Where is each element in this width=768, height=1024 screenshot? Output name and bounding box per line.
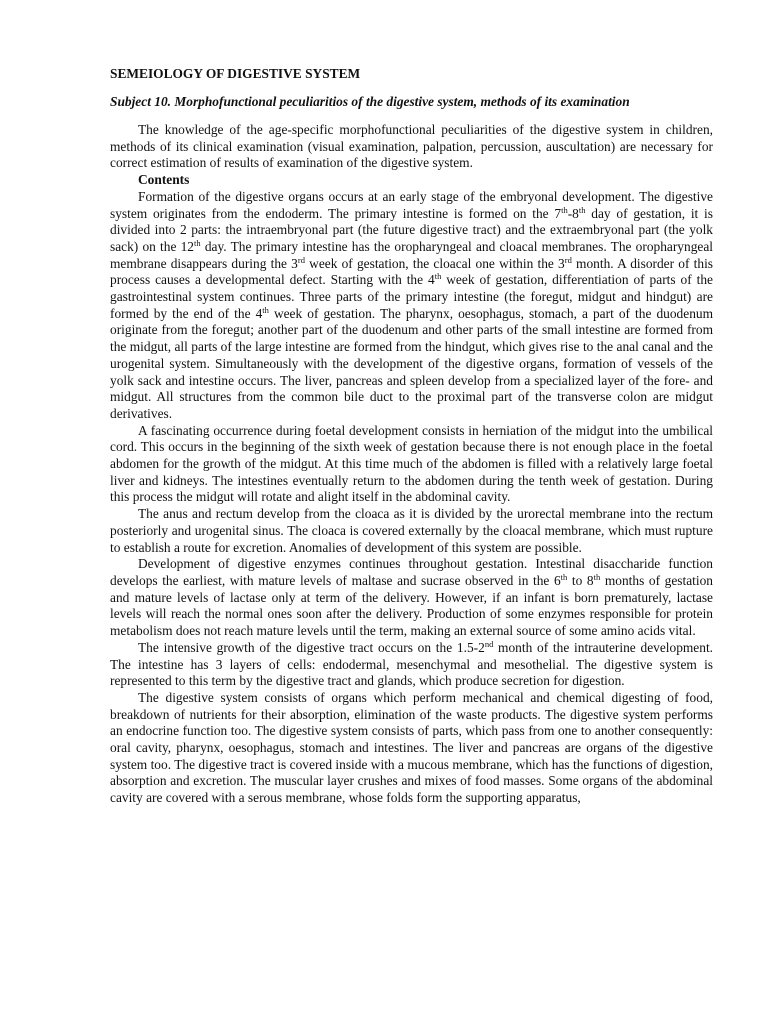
document-heading: SEMEIOLOGY OF DIGESTIVE SYSTEM [110,66,361,81]
paragraph-intro: The knowledge of the age-specific morphofunctional peculiarities of the digestive system in children, methods of its clinical examination (visual examination, palpation, percussion, auscultation) are necessary for correct estimation of results of examination of the digestive system. [110,122,713,171]
paragraph-herniation: A fascinating occurrence during foetal development consists in herniation of the midgut into the umbilical cord. This occurs in the beginning of the sixth week of gestation because there is not enough place in the foetal abdomen for the growth of the midgut. At this time much of the abdomen is filled with a relatively large foetal liver and kidneys. The intestines eventually return to the abdomen during the tenth week of gestation. During this process the midgut will rotate and alight itself in the abdominal cavity. [110,422,713,505]
contents-label: Contents [138,172,190,188]
paragraph-enzymes: Development of digestive enzymes continues throughout gestation. Intestinal disaccharide function develops the earliest, with mature levels of maltase and sucrase observed in the 6th to 8th months of gestation and mature levels of lactase only at term of the delivery. However, if an infant is born prematurely, lactase levels will reach the normal ones soon after the delivery. Production of some enzymes responsible for protein metabolism does not reach mature levels until the term, making an external source of some amino acids vital. [110,556,713,639]
paragraph-formation: Formation of the digestive organs occurs at an early stage of the embryonal development. The digestive system originates from the endoderm. The primary intestine is formed on the 7th-8th day of gestation, it is divided into 2 parts: the intraembryonal part (the future digestive tract) and the extraembryonal part (the yolk sack) on the 12th day. The primary intestine has the oropharyngeal and cloacal membranes. The oropharyngeal membrane disappears during the 3rd week of gestation, the cloacal one within the 3rd month. A disorder of this process causes a developmental defect. Starting with the 4th week of gestation, differentiation of parts of the gastrointestinal system continues. Three parts of the primary intestine (the foregut, midgut and hindgut) are formed by the end of the 4th week of gestation. The pharynx, oesophagus, stomach, a part of the duodenum originate from the foregut; another part of the duodenum and other parts of the small intestine are formed from the midgut, all parts of the large intestine are formed from the hindgut, which gives rise to the anal canal and the urogenital system. Simultaneously with the development of the digestive organs, formation of vessels of the yolk sack and intestine occurs. The liver, pancreas and spleen develop from a specialized layer of the fore- and midgut. All structures from the common bile duct to the proximal part of the transverse colon are midgut derivatives. [110,188,714,421]
subject-title: Subject 10. Morphofunctional peculiaritios of the digestive system, methods of its examination [110,94,630,109]
paragraph-anus-rectum: The anus and rectum develop from the cloaca as it is divided by the urorectal membrane into the rectum posteriorly and urogenital sinus. The cloaca is covered externally by the cloacal membrane, which must rupture to establish a route for excretion. Anomalies of development of this system are possible. [110,506,713,555]
paragraph-growth: The intensive growth of the digestive tract occurs on the 1.5-2nd month of the intrauterine development. The intestine has 3 layers of cells: endodermal, mesenchymal and mesothelial. The digestive system is represented to this term by the digestive tract and glands, which produce secretion for digestion. [110,638,714,689]
paragraph-organs: The digestive system consists of organs which perform mechanical and chemical digesting of food, breakdown of nutrients for their absorption, elimination of the waste products. The digestive system performs an endocrine function too. The digestive system consists of parts, which pass from one to another consequently: oral cavity, pharynx, oesophagus, stomach and intestines. The liver and pancreas are organs of the digestive system too. The digestive tract is covered inside with a mucous membrane, which has the functions of digestion, absorption and excretion. The muscular layer crushes and mixes of food masses. Some organs of the abdominal cavity are covered with a serous membrane, whose folds form the supporting apparatus, [110,689,713,806]
